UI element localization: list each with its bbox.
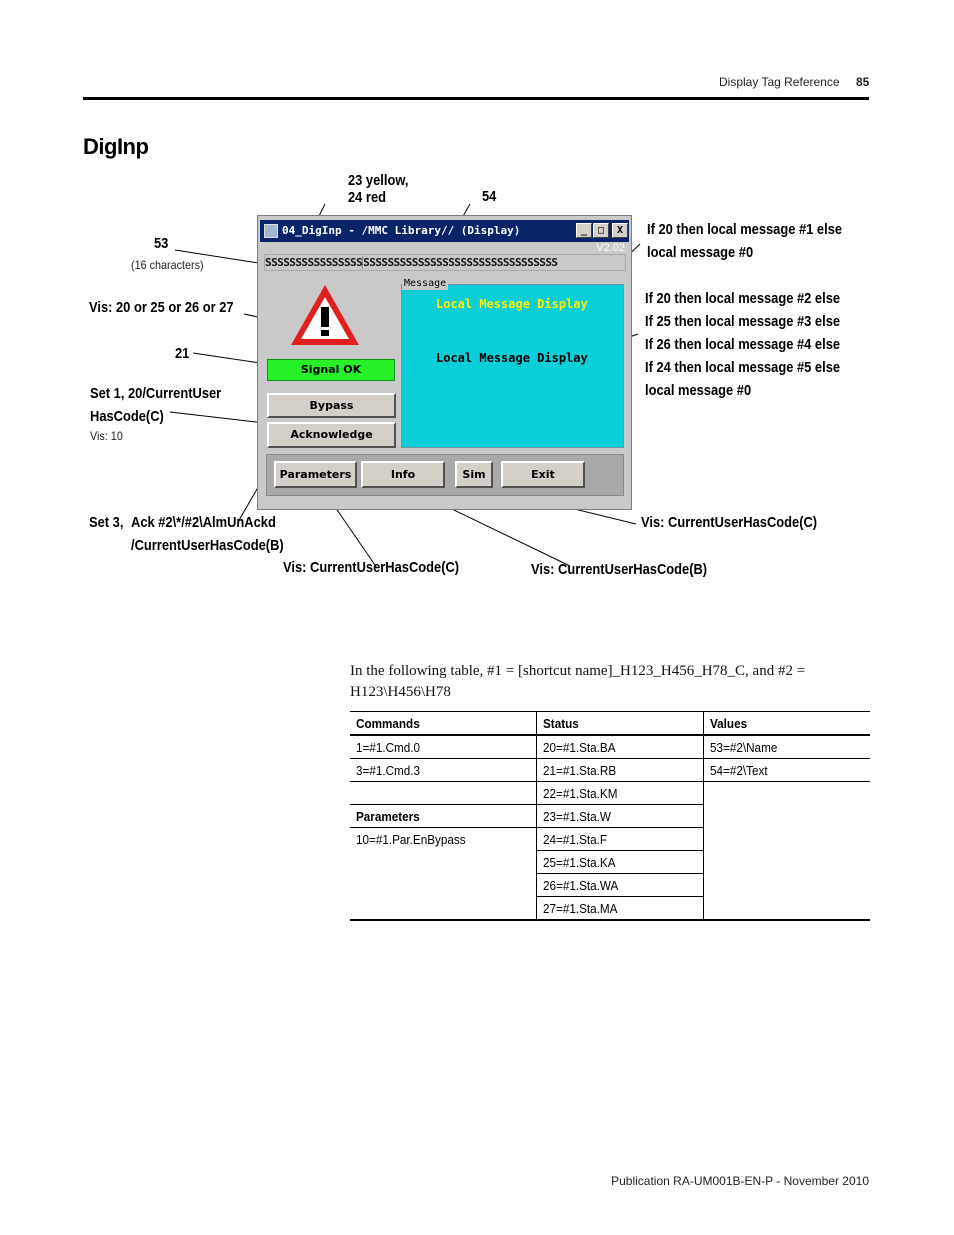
cell-text: 22=#1.Sta.KM	[542, 785, 617, 801]
cell-text: 53=#2\Name	[709, 739, 777, 755]
page-title: DigInp	[83, 134, 149, 159]
cell-text: 24=#1.Sta.F	[542, 831, 607, 847]
cell-text: 10=#1.Par.EnBypass	[356, 831, 466, 847]
faceplate-window	[257, 215, 632, 510]
callout-23-line2: 24 red	[348, 189, 387, 206]
table-header-row	[350, 712, 870, 736]
callout-vis-info: Vis: CurrentUserHasCode(B)	[531, 561, 708, 578]
table-cell	[536, 851, 703, 874]
table-row	[350, 782, 870, 805]
cell-text: 1=#1.Cmd.0	[356, 739, 421, 755]
cell-text: 3=#1.Cmd.3	[356, 762, 421, 778]
local-message-1: Local Message Display	[436, 297, 588, 311]
name-text-bar	[264, 254, 626, 271]
callout-set3-line1: Ack #2\*/#2\AlmUnAckd	[131, 514, 276, 531]
callout-53: 53	[154, 235, 169, 252]
col-header-commands	[350, 712, 536, 736]
table-cell	[536, 735, 703, 759]
callout-set1-line1: Set 1, 20/CurrentUser	[90, 385, 222, 402]
table-cell	[350, 897, 536, 921]
parameters-button[interactable]: Parameters	[274, 461, 357, 488]
col-header-text: Values	[709, 715, 747, 731]
cell-text: 20=#1.Sta.BA	[542, 739, 616, 755]
callout-54: 54	[482, 188, 497, 205]
header-page-number: 85	[856, 75, 870, 89]
tag-table	[350, 711, 870, 921]
signal-ok-indicator: Signal OK	[267, 359, 395, 381]
app-icon	[264, 224, 278, 238]
table-cell	[350, 805, 536, 828]
local-message-2: Local Message Display	[436, 351, 588, 365]
message-group-label: Message	[404, 278, 447, 289]
cell-text: 25=#1.Sta.KA	[542, 854, 616, 870]
window-title: 04_DigInp - /MMC Library// (Display)	[282, 224, 521, 237]
callout-vis10: Vis: 10	[90, 429, 123, 443]
callout-set3-prefix: Set 3,	[89, 514, 124, 531]
window-titlebar[interactable]	[260, 220, 629, 242]
table-row	[350, 759, 870, 782]
tag-name-display: SSSSSSSSSSSSSSSS	[265, 256, 363, 269]
callout-21: 21	[175, 345, 190, 362]
col-header-text: Commands	[356, 715, 420, 731]
table-cell	[536, 782, 703, 805]
warning-icon	[289, 283, 361, 347]
table-cell-empty	[703, 782, 870, 921]
table-cell	[350, 828, 536, 851]
cell-text: 23=#1.Sta.W	[542, 808, 611, 824]
table-cell	[536, 828, 703, 851]
table-cell	[536, 759, 703, 782]
cell-text: 26=#1.Sta.WA	[542, 877, 618, 893]
table-cell	[350, 782, 536, 805]
callout-set3	[131, 511, 284, 557]
exit-button[interactable]: Exit	[501, 461, 585, 488]
callout-msg2-line: If 24 then local message #5 else	[645, 359, 841, 376]
callout-vis-warn: Vis: 20 or 25 or 26 or 27	[89, 299, 234, 316]
callout-set1-line2: HasCode(C)	[90, 408, 164, 425]
bypass-button[interactable]: Bypass	[267, 393, 396, 418]
table-cell	[536, 897, 703, 921]
col-header-status	[536, 712, 703, 736]
table-cell	[350, 759, 536, 782]
minimize-button[interactable]: _	[576, 223, 592, 238]
maximize-button[interactable]: □	[593, 223, 609, 238]
intro-paragraph: In the following table, #1 = [shortcut name]_H123_H456_H78_C, and #2 = H123\H456\H78	[350, 663, 806, 700]
header-section: Display Tag Reference	[719, 75, 840, 89]
table-cell	[536, 805, 703, 828]
callout-msg2-line: If 20 then local message #2 else	[645, 290, 841, 307]
message-area	[401, 284, 624, 448]
close-button[interactable]: X	[612, 223, 628, 238]
info-button[interactable]: Info	[361, 461, 445, 488]
table-cell	[536, 874, 703, 897]
callout-msg2-line: If 26 then local message #4 else	[645, 336, 841, 353]
acknowledge-button[interactable]: Acknowledge	[267, 422, 396, 448]
nav-bar	[266, 454, 624, 496]
cell-text: 21=#1.Sta.RB	[542, 762, 616, 778]
col-header-text: Status	[542, 715, 579, 731]
table-cell	[703, 759, 870, 782]
cell-text: Parameters	[356, 808, 420, 824]
callout-vis-sim: Vis: CurrentUserHasCode(C)	[641, 514, 818, 531]
table-cell	[350, 851, 536, 874]
callout-msg1	[647, 218, 842, 264]
version-label: V2.02	[596, 242, 625, 254]
callout-set1	[90, 382, 221, 428]
table-cell	[350, 735, 536, 759]
footer-publication: Publication RA-UM001B-EN-P - November 2010	[611, 1174, 869, 1188]
tag-text-display: SSSSSSSSSSSSSSSSSSSSSSSSSSSSSSSS	[363, 256, 558, 269]
callout-23	[348, 169, 408, 209]
callout-23-line1: 23 yellow,	[348, 172, 409, 189]
sim-button[interactable]: Sim	[455, 461, 493, 488]
callout-vis-params: Vis: CurrentUserHasCode(C)	[283, 559, 460, 576]
callout-msg1-line1: If 20 then local message #1 else	[647, 221, 843, 238]
callout-msg2-line: If 25 then local message #3 else	[645, 313, 841, 330]
table-row	[350, 735, 870, 759]
col-header-values	[703, 712, 870, 736]
table-cell	[703, 735, 870, 759]
cell-text: 27=#1.Sta.MA	[542, 900, 617, 916]
table-cell	[350, 874, 536, 897]
cell-text: 54=#2\Text	[709, 762, 768, 778]
callout-set3-line2: /CurrentUserHasCode(B)	[131, 537, 284, 554]
callout-msg2	[645, 287, 840, 402]
callout-53-note: (16 characters)	[131, 258, 204, 272]
callout-msg1-line2: local message #0	[647, 244, 754, 261]
callout-msg2-line: local message #0	[645, 382, 752, 399]
